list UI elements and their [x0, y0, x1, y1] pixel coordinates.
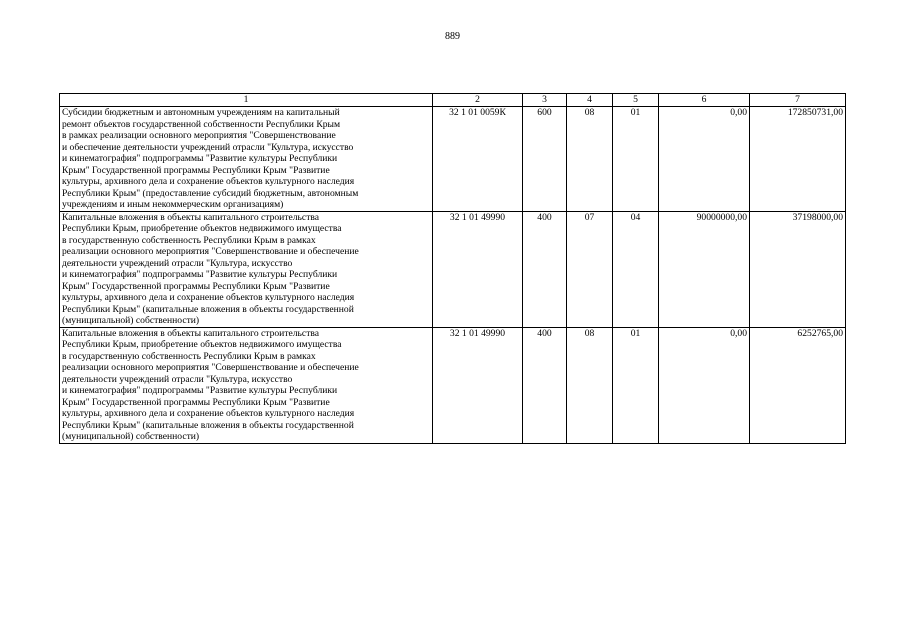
row-subsection: 01 — [613, 107, 659, 212]
row-section: 08 — [567, 107, 613, 212]
row-expense-type: 400 — [523, 327, 567, 443]
header-col-7: 7 — [750, 94, 846, 107]
row-description: Капитальные вложения в объекты капитального строительства Республики Крым, приобретение объектов недвижимого имущества в государственную собственность Республики Крым в рамках реализации основного мероприятия "Совершенствование и обеспечение деятельности учреждений отрасли "Культура, искусство и кинематография" подпрограммы "Развитие культуры Республики Крым" Государственной программы Республики Крым "Развитие культуры, архивного дела и сохранение объектов культурного наследия Республики Крым" (капитальные вложения в объекты государственной (муниципальной) собственности) — [60, 211, 433, 327]
header-col-1: 1 — [60, 94, 433, 107]
row-subsection: 01 — [613, 327, 659, 443]
row-expense-type: 400 — [523, 211, 567, 327]
row-amount-col6: 0,00 — [659, 107, 750, 212]
row-target-article: 32 1 01 49990 — [433, 211, 523, 327]
header-row — [60, 94, 846, 107]
header-col-2: 2 — [433, 94, 523, 107]
header-col-6: 6 — [659, 94, 750, 107]
table-row — [60, 107, 846, 212]
header-col-3: 3 — [523, 94, 567, 107]
row-target-article: 32 1 01 0059К — [433, 107, 523, 212]
row-section: 08 — [567, 327, 613, 443]
row-amount-col7: 37198000,00 — [750, 211, 846, 327]
page-number: 889 — [445, 31, 460, 42]
row-subsection: 04 — [613, 211, 659, 327]
row-amount-col6: 90000000,00 — [659, 211, 750, 327]
row-description: Капитальные вложения в объекты капитального строительства Республики Крым, приобретение объектов недвижимого имущества в государственную собственность Республики Крым в рамках реализации основного мероприятия "Совершенствование и обеспечение деятельности учреждений отрасли "Культура, искусство и кинематография" подпрограммы "Развитие культуры Республики Крым" Государственной программы Республики Крым "Развитие культуры, архивного дела и сохранение объектов культурного наследия Республики Крым" (капитальные вложения в объекты государственной (муниципальной) собственности) — [60, 327, 433, 443]
row-amount-col7: 172850731,00 — [750, 107, 846, 212]
row-amount-col7: 6252765,00 — [750, 327, 846, 443]
budget-table — [59, 93, 846, 444]
row-amount-col6: 0,00 — [659, 327, 750, 443]
row-target-article: 32 1 01 49990 — [433, 327, 523, 443]
row-expense-type: 600 — [523, 107, 567, 212]
row-description: Субсидии бюджетным и автономным учреждениям на капитальный ремонт объектов государственной собственности Республики Крым в рамках реализации основного мероприятия "Совершенствование и обеспечение деятельности учреждений отрасли "Культура, искусство и кинематография" подпрограммы "Развитие культуры Республики Крым" Государственной программы Республики Крым "Развитие культуры, архивного дела и сохранение объектов культурного наследия Республики Крым" (предоставление субсидий бюджетным, автономным учреждениям и иным некоммерческим организациям) — [60, 107, 433, 212]
header-col-5: 5 — [613, 94, 659, 107]
table-row — [60, 211, 846, 327]
row-section: 07 — [567, 211, 613, 327]
header-col-4: 4 — [567, 94, 613, 107]
table-row — [60, 327, 846, 443]
